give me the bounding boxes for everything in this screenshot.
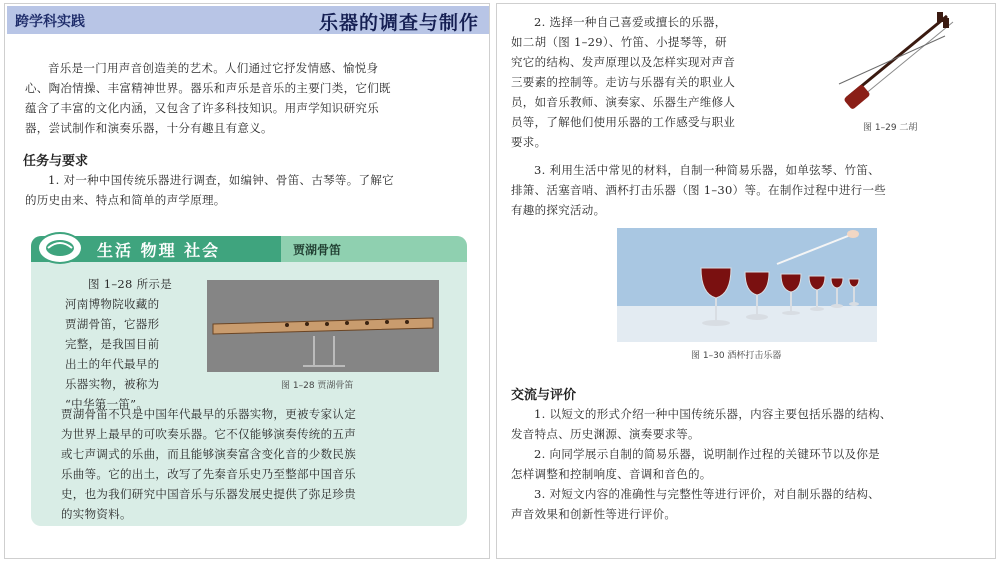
sidebar-subtitle: 贾湖骨笛 — [293, 243, 342, 257]
left-page — [4, 3, 490, 559]
right-page — [496, 3, 996, 559]
task-line: 三要素的控制等。走访与乐器有关的职业人 — [511, 75, 736, 89]
review-line: 3. 对短文内容的准确性与完整性等进行评价，对自制乐器的结构、 — [534, 487, 880, 501]
intro-line: 心、陶冶情操、丰富精神世界。器乐和声乐是音乐的主要门类，它们既 — [25, 81, 391, 95]
section-tag: 跨学科实践 — [15, 14, 85, 30]
task-item-3 — [511, 160, 985, 220]
review-line: 1. 以短文的形式介绍一种中国传统乐器，内容主要包括乐器的结构、 — [534, 407, 892, 421]
sidebar-line: 乐器实物，被称为 — [65, 377, 160, 391]
erhu-figure — [833, 10, 959, 114]
sidebar-line: 乐曲等。它的出土，改写了先秦音乐史乃至整部中国音乐 — [61, 467, 356, 481]
intro-line: 蕴含了丰富的文化内涵，又包含了许多科技知识。用声学知识研究乐 — [25, 101, 379, 115]
task-line: 3. 利用生活中常见的材料，自制一种简易乐器，如单弦琴、竹笛、 — [534, 163, 880, 177]
erhu-caption: 图 1–29 二胡 — [863, 123, 918, 133]
sidebar-box — [31, 236, 467, 526]
task-line: 2. 选择一种自己喜爱或擅长的乐器， — [534, 15, 727, 29]
task-line: 究它的结构、发声原理以及怎样实现对声音 — [511, 55, 736, 69]
sidebar-line: 完整，是我国目前 — [65, 337, 160, 351]
task-line: 1. 对一种中国传统乐器进行调查，如编钟、骨笛、古琴等。了解它 — [48, 173, 394, 187]
section-header-bar — [7, 6, 489, 34]
sidebar-line: 出土的年代最早的 — [65, 357, 160, 371]
sidebar-banner — [31, 236, 467, 262]
task-item-1 — [25, 170, 479, 210]
review-list — [511, 404, 985, 524]
tasks-heading: 任务与要求 — [23, 154, 89, 169]
sidebar-line: 贾湖骨笛不只是中国年代最早的乐器实物，更被专家认定 — [61, 407, 356, 421]
sidebar-line: “中华第一笛”。 — [65, 397, 149, 411]
task-line: 要求。 — [511, 135, 547, 149]
wine-glass-photo — [617, 228, 877, 342]
intro-line: 音乐是一门用声音创造美的艺术。人们通过它抒发情感、愉悦身 — [48, 61, 379, 75]
bone-flute-caption: 图 1–28 贾湖骨笛 — [281, 381, 354, 391]
sidebar-line: 或七声调式的乐曲，而且能够演奏富含变化音的少数民族 — [61, 447, 356, 461]
sidebar-line: 的实物资料。 — [61, 507, 132, 521]
review-line: 发音特点、历史渊源、演奏要求等。 — [511, 427, 700, 441]
sidebar-line: 史，也为我们研究中国音乐与乐器发展史提供了弥足珍贵 — [61, 487, 356, 501]
sidebar-line: 河南博物院收藏的 — [65, 297, 160, 311]
review-line: 2. 向同学展示自制的简易乐器，说明制作过程的关键环节以及你是 — [534, 447, 880, 461]
sidebar-wide-text — [61, 404, 461, 524]
review-heading: 交流与评价 — [511, 388, 577, 403]
page-title: 乐器的调查与制作 — [318, 12, 479, 34]
sidebar-line: 为世界上最早的可吹奏乐器。它不仅能够演奏传统的五声 — [61, 427, 356, 441]
task-item-2 — [511, 12, 827, 152]
task-line: 有趣的探究活动。 — [511, 203, 606, 217]
task-line: 的历史由来、特点和简单的声学原理。 — [25, 193, 226, 207]
intro-line: 器，尝试制作和演奏乐器，十分有趣且有意义。 — [25, 121, 273, 135]
leaf-logo-icon — [37, 232, 83, 264]
review-line: 怎样调整和控制响度、音调和音色的。 — [511, 467, 712, 481]
task-line: 员，如音乐教师、演奏家、乐器生产维修人 — [511, 95, 736, 109]
sidebar-narrow-text — [65, 274, 199, 414]
sidebar-line: 图 1–28 所示是 — [88, 277, 173, 291]
bone-flute-photo — [207, 280, 439, 372]
sidebar-banner-title: 生活 物理 社会 — [97, 241, 221, 260]
task-line: 员等，了解他们使用乐器的工作感受与职业 — [511, 115, 736, 129]
sidebar-line: 贾湖骨笛，它器形 — [65, 317, 160, 331]
intro-paragraph — [25, 58, 479, 138]
task-line: 排箫、活塞音哨、酒杯打击乐器（图 1–30）等。在制作过程中进行一些 — [511, 183, 887, 197]
review-line: 声音效果和创新性等进行评价。 — [511, 507, 677, 521]
task-line: 如二胡（图 1–29）、竹笛、小提琴等，研 — [511, 35, 727, 49]
glasses-caption: 图 1–30 酒杯打击乐器 — [691, 351, 782, 361]
